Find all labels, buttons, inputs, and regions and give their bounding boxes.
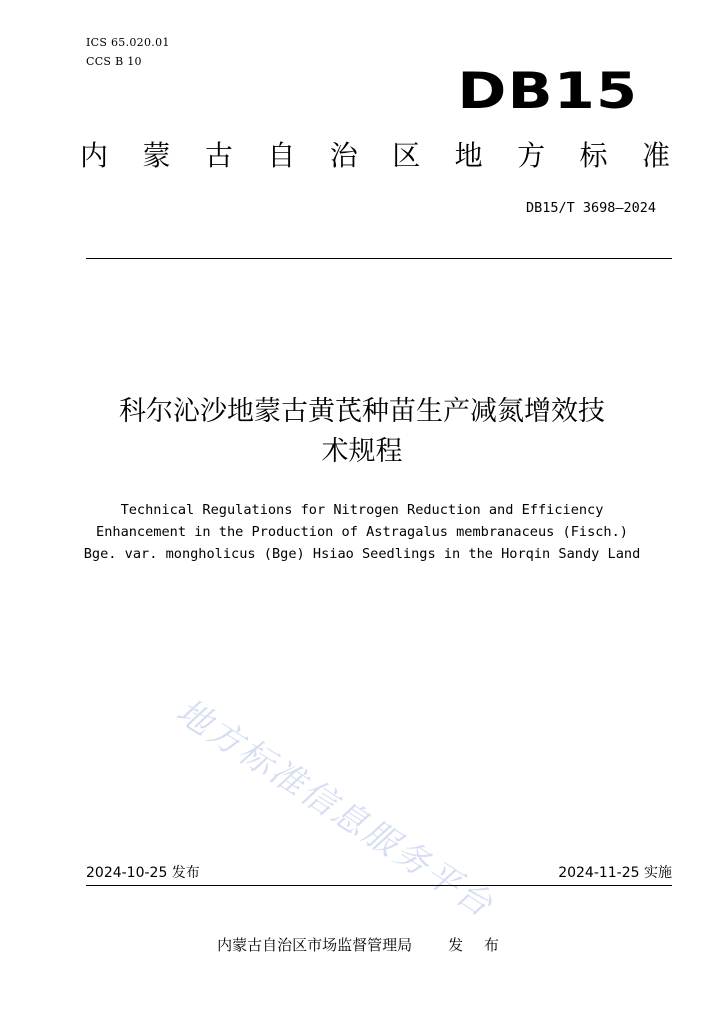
issuer-name: 内蒙古自治区市场监督管理局	[217, 936, 413, 954]
standard-type-char: 内	[80, 139, 109, 172]
issuer-line	[0, 934, 724, 956]
db15-logo: DB15	[457, 62, 638, 120]
standard-type-char: 区	[392, 139, 421, 172]
publish-date: 2024-10-25 发布	[86, 865, 200, 881]
watermark-text: 地方标准信息服务平台	[169, 691, 502, 927]
standard-type-char: 自	[267, 139, 296, 172]
title-english-line: Technical Regulations for Nitrogen Reduction and Efficiency	[120, 502, 604, 518]
standard-type-char: 蒙	[142, 139, 171, 172]
title-chinese-line: 术规程	[321, 436, 403, 467]
ics-code: ICS 65.020.01	[86, 36, 170, 49]
issuer-action: 发 布	[448, 936, 507, 954]
title-chinese-line: 科尔沁沙地蒙古黄芪种苗生产减氮增效技	[119, 396, 605, 427]
title-english-line: Enhancement in the Production of Astragalus membranaceus (Fisch.)	[96, 524, 628, 540]
standard-type-char: 古	[204, 139, 233, 172]
footer-divider	[86, 885, 672, 886]
standard-code: DB15/T 3698—2024	[525, 200, 656, 216]
title-english-line: Bge. var. mongholicus (Bge) Hsiao Seedlings in the Horqin Sandy Land	[83, 546, 641, 562]
ccs-code: CCS B 10	[86, 55, 142, 68]
standard-type-char: 方	[517, 139, 546, 172]
standard-type-char: 标	[579, 139, 608, 172]
standard-type-char: 地	[454, 139, 483, 172]
standard-type-char: 准	[641, 139, 670, 172]
title-chinese	[62, 392, 662, 472]
header-divider	[86, 258, 672, 259]
title-english	[40, 499, 684, 565]
standard-type-heading	[80, 138, 670, 174]
standard-type-char: 治	[329, 139, 358, 172]
implement-date: 2024-11-25 实施	[558, 865, 672, 881]
